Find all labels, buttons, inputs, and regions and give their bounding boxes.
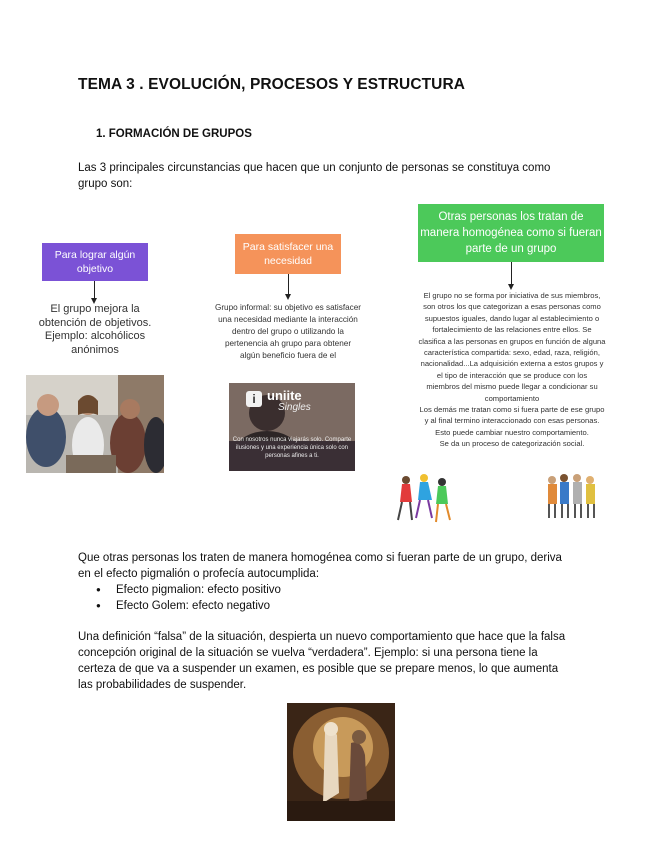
text-line: una necesidad mediante la interacción [218,315,358,324]
effects-list [90,582,281,614]
text-line: característica compartida: sexo, edad, raza, religión, [423,348,600,358]
text-line: en el efecto pigmalión o profecía autocumplida: [78,568,320,580]
box-line: Otras personas los tratan de [438,211,584,223]
intro-paragraph [78,160,550,192]
text-line: certeza de que va a suspender un examen, es posible que se prepare menos, lo que aumenta [78,663,559,675]
text-line: concepción original de la situación se vuelva “verdadera”. Ejemplo: si una persona tiene la [78,647,538,659]
text-line: Los demás me tratan como si fuera parte de ese grupo [419,405,605,415]
list-item: ● Efecto pigmalion: efecto positivo [90,582,281,598]
box-satisfacer-necesidad [235,234,341,274]
text-line: pertenencia ah grupo para obtener [224,339,352,348]
text-line: supuestos iguales, dando lugar al establecimiento o [424,313,600,323]
section-heading: 1. FORMACIÓN DE GRUPOS [96,128,252,140]
text-line: fortalecimiento de las relaciones entre ellos. Se [432,325,592,335]
text-line: nacionalidad...La adquisición externa a estos grupos y [420,359,604,369]
text-line: Con nosotros nunca viajarás solo. Comparte [232,437,352,443]
text-line: el tipo de interacción que se produce con los [436,370,588,380]
group-people-illustration [544,470,598,520]
page-title: TEMA 3 . EVOLUCIÓN, PROCESOS Y ESTRUCTURA [78,76,466,93]
ad-brand: uniite [267,388,302,403]
box-trato-homogeneo [418,204,604,262]
box-line: necesidad [264,255,312,267]
arrow-2 [288,274,289,296]
support-group-photo [26,375,164,473]
text-line: Una definición “falsa” de la situación, despierta un nuevo comportamiento que hace que la falsa [78,631,566,643]
dancing-people-illustration [396,472,452,524]
text-line: El grupo no se forma por iniciativa de sus miembros, [423,291,601,300]
text-line: son otros los que categorizan a esas personas como [423,302,601,312]
text-line: ilusiones y una experiencia única solo con [235,445,349,451]
text-line: El grupo mejora la [50,303,140,315]
text-line: Esto puede cambiar nuestro comportamiento. [435,427,589,437]
definition-paragraph [78,629,578,693]
box-line: Para lograr algún [54,249,136,261]
box-line: parte de un grupo [465,243,557,255]
ad-subbrand: Singles [278,402,311,413]
intro-line: grupo son: [78,178,133,190]
arrow-2-head [285,294,291,300]
column-2-text [196,302,380,362]
text-line: las probabilidades de suspender. [78,679,247,691]
text-line: Que otras personas los traten de manera homogénea como si fueran parte de un grupo, deriva [78,552,562,564]
text-line: miembros del mismo puede llegar a condicionar su [426,382,598,392]
intro-line: Las 3 principales circunstancias que hacen que un conjunto de personas se constituya como [78,162,551,174]
text-line: Ejemplo: alcohólicos [44,330,146,342]
pygmalion-painting [287,703,395,821]
text-line: Se da un proceso de categorización social. [439,439,585,449]
text-line: anónimos [71,343,119,356]
pigmalion-paragraph [78,550,578,582]
ad-tagline [232,436,352,460]
text-line: dentro del grupo o utilizando la [232,327,344,336]
text-line: clasifica a las personas en grupos en función de alguna [418,336,606,346]
box-line: objetivo [76,263,114,275]
list-item: ● Efecto Golem: efecto negativo [90,598,281,614]
box-line: Para satisfacer una [242,241,334,253]
text-line: obtención de objetivos. [38,316,152,329]
text-line: personas afines a ti. [265,453,319,459]
uniite-logo-icon: i [246,391,262,407]
column-3-text [392,290,632,450]
text-line: y al final termino interaccionado con esas personas. [424,416,600,426]
column-1-text [30,303,160,357]
box-line: manera homogénea como si fueran [420,227,602,239]
text-line: comportamiento [484,393,540,403]
text-line: Grupo informal: su objetivo es satisfacer [214,303,362,312]
box-lograr-objetivo [42,243,148,281]
arrow-3 [511,262,512,286]
text-line: algún beneficio fuera de el [239,351,337,360]
